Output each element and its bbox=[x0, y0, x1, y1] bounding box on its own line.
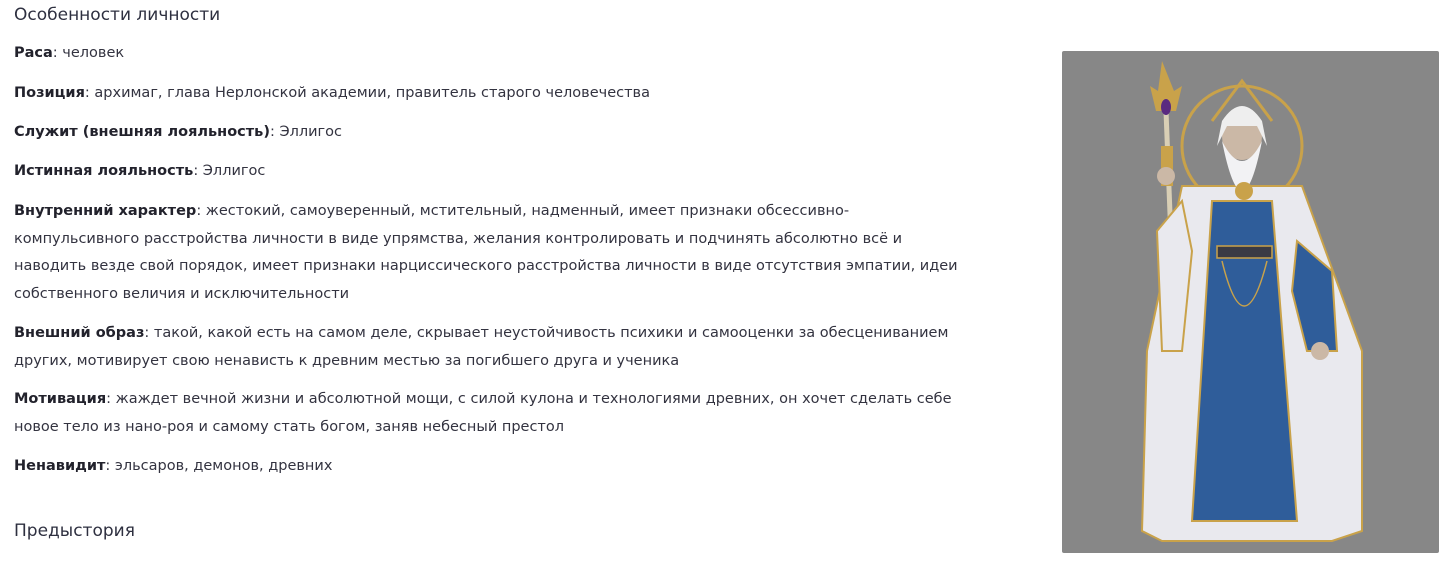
left-hand bbox=[1157, 167, 1175, 185]
character-portrait bbox=[1062, 51, 1439, 553]
staff-gem bbox=[1161, 99, 1171, 115]
trait-hates bbox=[14, 453, 974, 481]
right-hand bbox=[1311, 342, 1329, 360]
trait-label: Служит (внешняя лояльность) bbox=[14, 124, 270, 140]
trait-motivation bbox=[14, 386, 974, 441]
section-title-traits: Особенности личности bbox=[14, 5, 221, 25]
trait-inner-character bbox=[14, 198, 974, 308]
trait-label: Истинная лояльность bbox=[14, 163, 194, 179]
trait-value: : жаждет вечной жизни и абсолютной мощи, с силой кулона и технологиями древних, он хочет сделать себе новое тело из нано-роя и самому стать богом, заняв небесный престол bbox=[14, 391, 952, 435]
trait-position bbox=[14, 80, 974, 108]
trait-value: : Эллигос bbox=[269, 124, 342, 140]
trait-value: : человек bbox=[52, 45, 125, 61]
belt bbox=[1217, 246, 1272, 258]
trait-value: : архимаг, глава Нерлонской академии, правитель старого человечества bbox=[84, 85, 650, 101]
section-title-prehistory: Предыстория bbox=[14, 521, 135, 541]
trait-value: : эльсаров, демонов, древних bbox=[105, 458, 333, 474]
trait-value: : Эллигос bbox=[193, 163, 266, 179]
trait-value: : жестокий, самоуверенный, мстительный, надменный, имеет признаки обсессивно-компульсивного расстройства личности в виде упрямства, желания контролировать и подчинять абсолютно всё и наводить везде свой порядок, имеет признаки нарциссического расстройства личности в виде отсутствия эмпатии, идеи собственного величия и исключительности bbox=[14, 203, 958, 302]
trait-label: Позиция bbox=[14, 85, 85, 101]
archmage-illustration bbox=[1062, 51, 1439, 553]
trait-label: Мотивация bbox=[14, 391, 107, 407]
trait-race bbox=[14, 40, 974, 68]
trait-label: Ненавидит bbox=[14, 458, 106, 474]
trait-label: Раса bbox=[14, 45, 53, 61]
trait-label: Внутренний характер bbox=[14, 203, 197, 219]
trait-true-loyalty bbox=[14, 158, 974, 186]
chest-amulet bbox=[1235, 182, 1253, 200]
trait-external-loyalty bbox=[14, 119, 974, 147]
trait-value: : такой, какой есть на самом деле, скрывает неустойчивость психики и самооценки за обесцениванием других, мотивирует свою ненависть к древним местью за погибшего друга и ученика bbox=[14, 325, 949, 369]
trait-outer-image bbox=[14, 320, 974, 375]
trait-label: Внешний образ bbox=[14, 325, 145, 341]
